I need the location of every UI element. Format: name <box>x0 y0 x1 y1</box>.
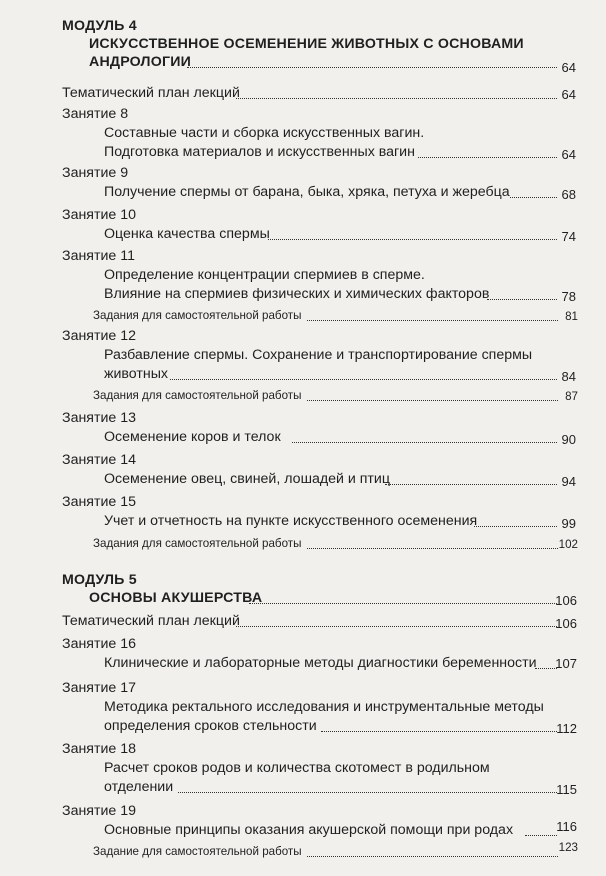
toc-entry-text: животных <box>104 366 168 382</box>
toc-entry-page: 94 <box>561 474 576 489</box>
lesson-heading: Занятие 17 <box>62 680 137 696</box>
leader-dots <box>307 320 558 321</box>
self-study-entry: Задания для самостоятельной работы <box>93 389 302 402</box>
toc-entry-page: 107 <box>555 656 577 671</box>
toc-entry-page: 115 <box>556 782 577 797</box>
toc-entry-text: Подготовка материалов и искусственных вагин <box>104 144 415 160</box>
toc-entry-page: 78 <box>561 289 576 304</box>
module-4-page: 64 <box>561 60 576 75</box>
module-5-label: МОДУЛЬ 5 <box>62 572 137 588</box>
toc-entry-text: Определение концентрации спермиев в сперме. <box>104 267 425 283</box>
toc-entry-page: 64 <box>561 147 576 162</box>
leader-dots <box>307 400 558 401</box>
leader-dots <box>321 731 557 732</box>
toc-entry-page: 106 <box>555 616 577 631</box>
lesson-heading: Занятие 13 <box>62 410 137 426</box>
lesson-heading: Занятие 11 <box>62 248 135 264</box>
leader-dots <box>249 603 557 604</box>
toc-entry-text: Влияние на спермиев физических и химических факторов <box>104 286 490 302</box>
module-5-title: ОСНОВЫ АКУШЕРСТВА <box>89 590 263 606</box>
toc-entry-text: Оценка качества спермы <box>104 226 270 242</box>
self-study-entry: Задания для самостоятельной работы <box>93 537 302 550</box>
leader-dots <box>187 67 557 68</box>
toc-entry-page: 64 <box>561 87 576 102</box>
toc-entry-page: 112 <box>556 721 577 736</box>
toc-entry-page: 68 <box>561 187 576 202</box>
toc-entry-page: 90 <box>561 432 576 447</box>
toc-entry-page: 123 <box>558 841 578 854</box>
leader-dots <box>292 442 557 443</box>
toc-entry-page: 99 <box>561 516 576 531</box>
lesson-heading: Занятие 18 <box>62 741 137 757</box>
toc-entry-page: 81 <box>565 310 578 323</box>
self-study-entry: Задания для самостоятельной работы <box>93 309 302 322</box>
leader-dots <box>307 856 558 857</box>
leader-dots <box>307 548 558 549</box>
leader-dots <box>170 379 557 380</box>
toc-entry-text: Составные части и сборка искусственных вагин. <box>104 125 425 141</box>
leader-dots <box>236 98 557 99</box>
self-study-entry: Задание для самостоятельной работы <box>93 845 302 858</box>
toc-entry-text: Учет и отчетность на пункте искусственного осеменения <box>104 513 478 529</box>
toc-entry-text: Методика ректального исследования и инструментальные методы <box>104 699 544 715</box>
lesson-heading: Занятие 16 <box>62 636 137 652</box>
leader-dots <box>385 484 557 485</box>
toc-entry-page: 84 <box>561 369 576 384</box>
toc-entry-text: отделении <box>104 779 174 795</box>
lesson-heading: Занятие 14 <box>62 452 137 468</box>
toc-entry-page: 102 <box>558 538 578 551</box>
toc-entry-text: Расчет сроков родов и количества скотомест в родильном <box>104 760 490 776</box>
module-4-title-line-1: ИСКУССТВЕННОЕ ОСЕМЕНЕНИЕ ЖИВОТНЫХ С ОСНОВАМИ <box>89 36 524 52</box>
toc-entry-page: 87 <box>565 390 578 403</box>
lesson-heading: Занятие 10 <box>62 207 137 223</box>
leader-dots <box>418 157 557 158</box>
toc-entry-text: Основные принципы оказания акушерской помощи при родах <box>104 822 514 838</box>
lesson-heading: Занятие 19 <box>62 803 137 819</box>
lesson-heading: Занятие 8 <box>62 106 129 122</box>
lesson-heading: Занятие 9 <box>62 165 129 181</box>
toc-entry-text: определения сроков стельности <box>104 718 317 734</box>
toc-entry-text: Тематический план лекций <box>62 85 240 101</box>
toc-entry-text: Клинические и лабораторные методы диагностики беременности <box>104 655 537 671</box>
toc-entry-page: 74 <box>561 229 576 244</box>
lesson-heading: Занятие 15 <box>62 494 137 510</box>
toc-entry-text: Осеменение коров и телок <box>104 429 281 445</box>
toc-entry-text: Разбавление спермы. Сохранение и транспортирование спермы <box>104 347 533 363</box>
module-4-label: МОДУЛЬ 4 <box>62 18 137 34</box>
toc-entry-text: Тематический план лекций <box>62 613 240 629</box>
leader-dots <box>178 792 557 793</box>
toc-entry-text: Осеменение овец, свиней, лошадей и птиц <box>104 471 390 487</box>
toc-entry-page: 116 <box>556 819 577 834</box>
module-4-title-line-2: АНДРОЛОГИИ <box>89 54 191 70</box>
lesson-heading: Занятие 12 <box>62 328 137 344</box>
module-5-page: 106 <box>555 593 577 608</box>
leader-dots <box>236 626 557 627</box>
toc-entry-text: Получение спермы от барана, быка, хряка, петуха и жеребца <box>104 184 510 200</box>
leader-dots <box>268 239 557 240</box>
